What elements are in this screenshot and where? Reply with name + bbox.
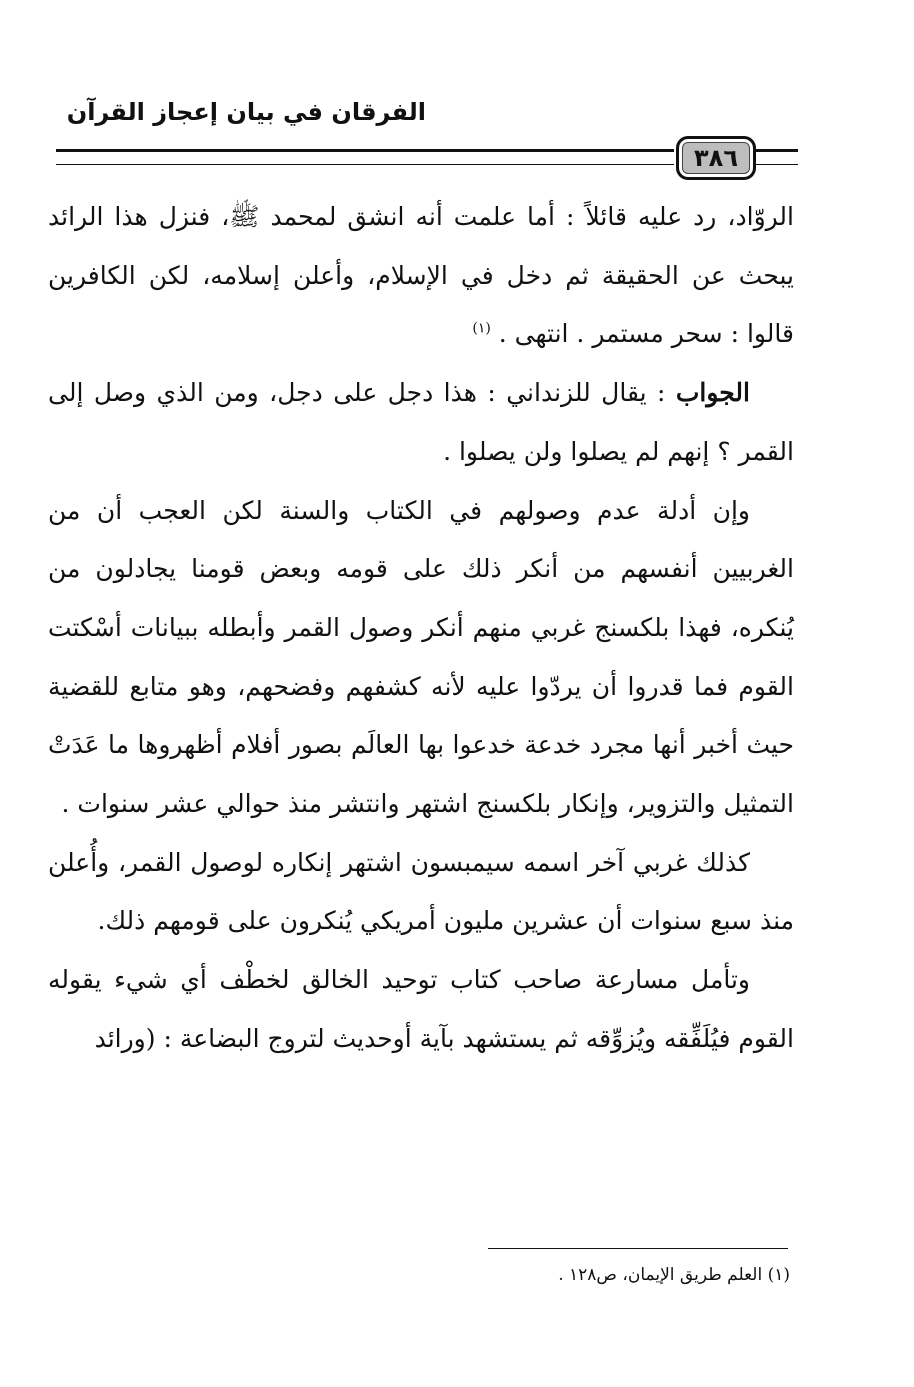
paragraph-5-text: وتأمل مسارعة صاحب كتاب توحيد الخالق لخطْف أي شيء يقوله القوم فيُلَفِّقه ويُزوِّقه ثم يستشهد بآية أوحديث لتروج البضاعة : (ورائد [48,965,794,1053]
paragraph-4 [48,834,794,951]
header-rule-thick-right [756,149,798,152]
footnote-ref-1: (١) [472,321,491,338]
footnote-1: (١) العلم طريق الإيمان، ص١٢٨ . [558,1265,790,1285]
body-text [48,188,794,1069]
paragraph-3 [48,482,794,834]
paragraph-1 [48,188,794,364]
paragraph-3-text: وإن أدلة عدم وصولهم في الكتاب والسنة لكن العجب أن من الغربيين أنفسهم من أنكر ذلك على قومه وبعض قومنا يجادلون من يُنكره، فهذا بلكسنج غربي منهم أنكر وصول القمر وأبطله ببيانات أسْكتت القوم فما قدروا أن يردّوا عليه لأنه كشفهم وفضحهم، وهو متابع للقضية حيث أخبر أنها مجرد خدعة خدعوا بها العالَم بصور أفلام أظهروها ما عَدَتْ التمثيل والتزوير، وإنكار بلكسنج اشتهر وانتشر منذ حوالي عشر سنوات . [48,495,794,819]
answer-heading: الجواب [675,378,750,408]
paragraph-1-text: الروّاد، رد عليه قائلاً : أما علمت أنه انشق لمحمد ﷺ، فنزل هذا الرائد يبحث عن الحقيقة ثم دخل في الإسلام، وأعلن إسلامه، لكن الكافرين قالوا : سحر مستمر . انتهى . [48,202,794,349]
header-rule-thin-right [756,164,798,165]
paragraph-2-text: : يقال للزنداني : هذا دجل على دجل، ومن الذي وصل إلى القمر ؟ إنهم لم يصلوا ولن يصلوا . [48,378,794,466]
header-rule-thin [56,164,674,165]
paragraph-5 [48,951,794,1068]
page-number: ٣٨٦ [694,144,738,172]
paragraph-4-text: كذلك غربي آخر اسمه سيمبسون اشتهر إنكاره لوصول القمر، وأُعلن منذ سبع سنوات أن عشرين مليون أمريكي يُنكرون على قومهم ذلك. [48,847,794,936]
running-title: الفرقان في بيان إعجاز القرآن [66,98,426,126]
header-rule-thick [56,149,674,152]
paragraph-2 [48,364,794,481]
footnote-separator [488,1248,788,1249]
page-number-badge [676,136,756,180]
